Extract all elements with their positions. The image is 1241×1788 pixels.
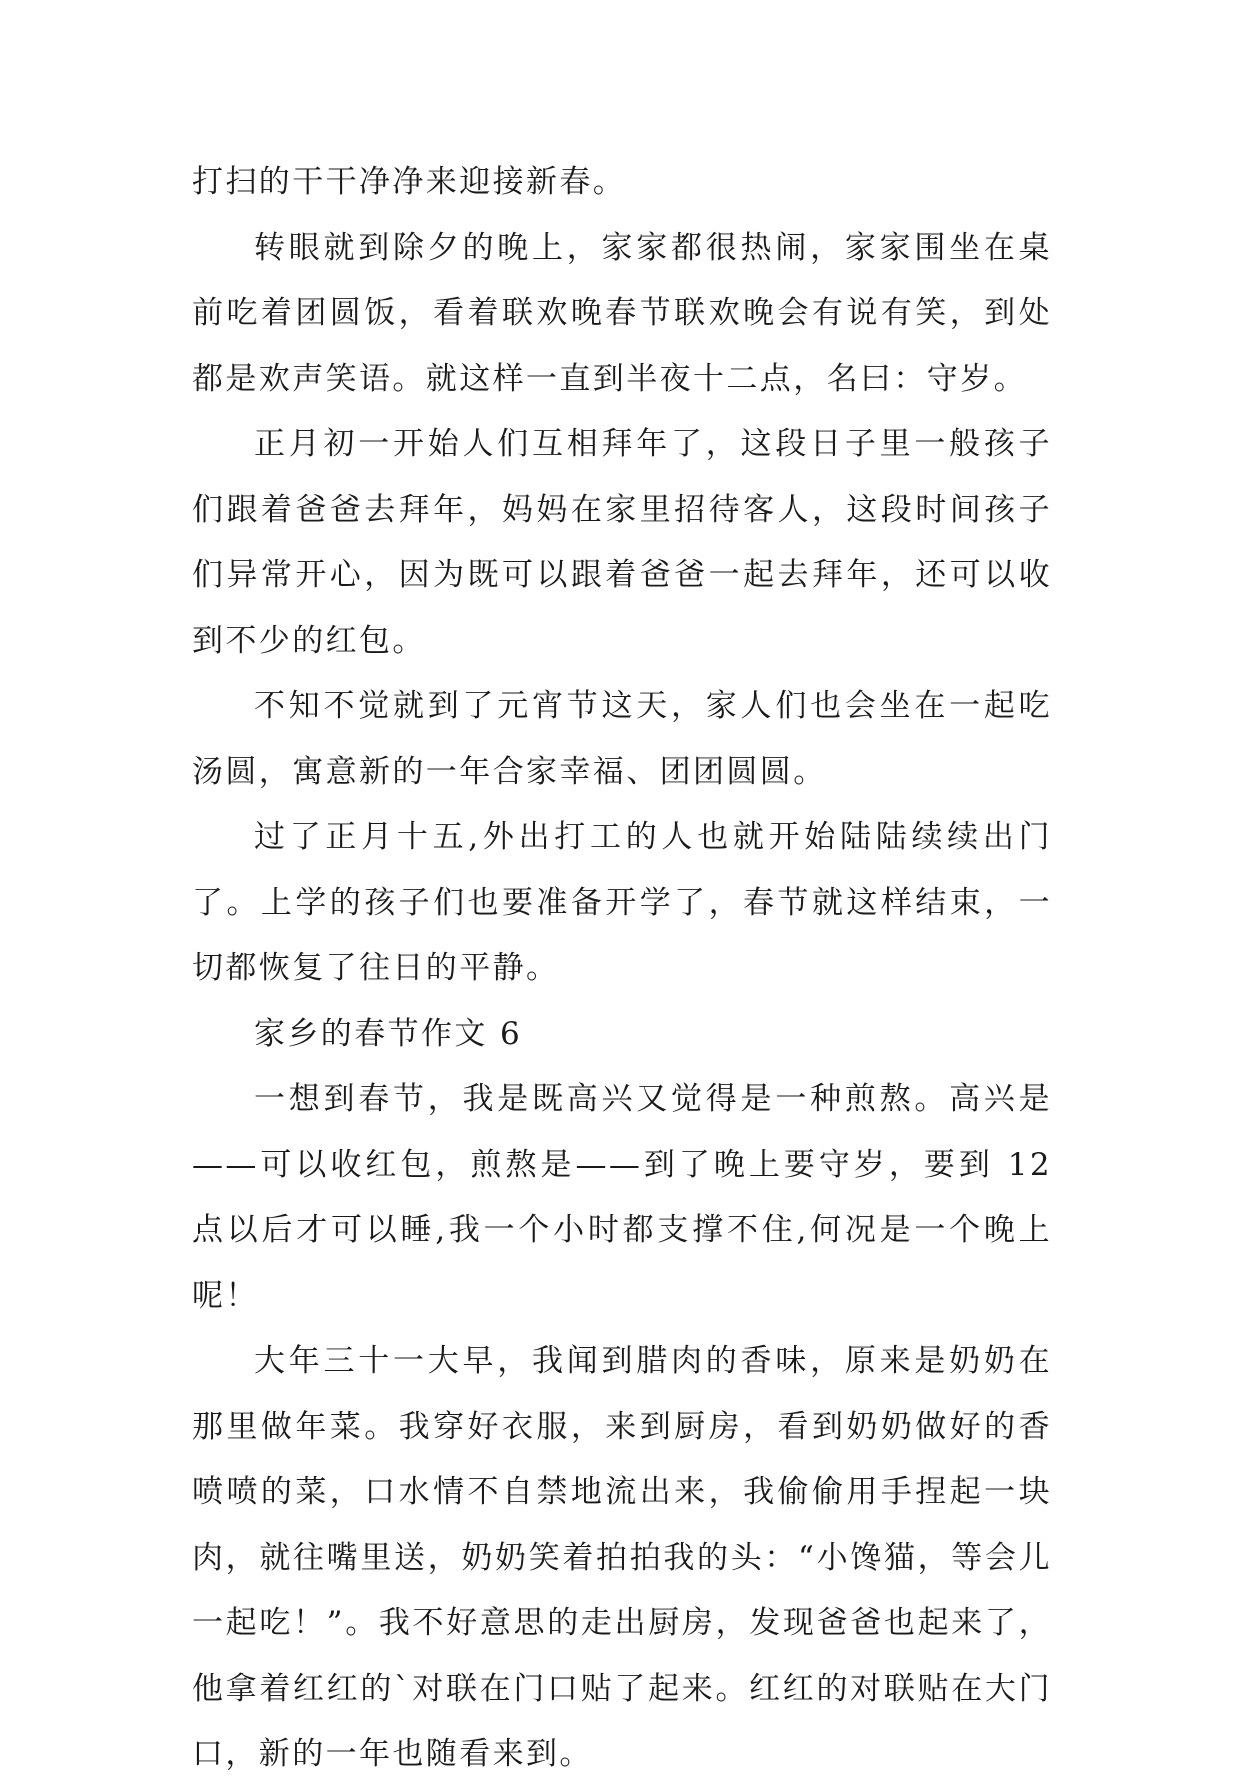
paragraph-first-day: 正月初一开始人们互相拜年了，这段日子里一般孩子们跟着爸爸去拜年，妈妈在家里招待客人，这段时间孩子们异常开心，因为既可以跟着爸爸一起去拜年，还可以收到不少的红包。 (192, 426, 1052, 659)
paragraph-lantern-festival: 不知不觉就到了元宵节这天，家人们也会坐在一起吃汤圆，寓意新的一年合家幸福、团团圆圆。 (192, 688, 1052, 790)
essay-heading: 家乡的春节作文 6 (254, 1015, 523, 1052)
paragraph-new-year-eve: 转眼就到除夕的晚上，家家都很热闹，家家围坐在桌前吃着团圆饭，看着联欢晚春节联欢晚会有说有笑，到处都是欢声笑语。就这样一直到半夜十二点，名曰：守岁。 (192, 229, 1052, 397)
document-body (192, 150, 1052, 1788)
paragraph-essay-morning: 大年三十一大早，我闻到腊肉的香味，原来是奶奶在那里做年菜。我穿好衣服，来到厨房，看到奶奶做好的香喷喷的菜，口水情不自禁地流出来，我偷偷用手捏起一块肉，就往嘴里送，奶奶笑着拍拍我的头：“小馋猫，等会儿一起吃！”。我不好意思的走出厨房，发现爸爸也起来了，他拿着红红的`对联在门口贴了起来。红红的对联贴在大门口，新的一年也随看来到。 (192, 1343, 1052, 1772)
paragraph-after-fifteenth: 过了正月十五,外出打工的人也就开始陆陆续续出门了。上学的孩子们也要准备开学了，春节就这样结束，一切都恢复了往日的平静。 (192, 819, 1052, 986)
paragraph-continuation: 打扫的干干净净来迎接新春。 (192, 164, 627, 200)
paragraph-essay-intro: 一想到春节，我是既高兴又觉得是一种煎熬。高兴是——可以收红包，煎熬是——到了晚上要守岁，要到 12 点以后才可以睡,我一个小时都支撑不住,何况是一个晚上呢！ (192, 1081, 1052, 1314)
